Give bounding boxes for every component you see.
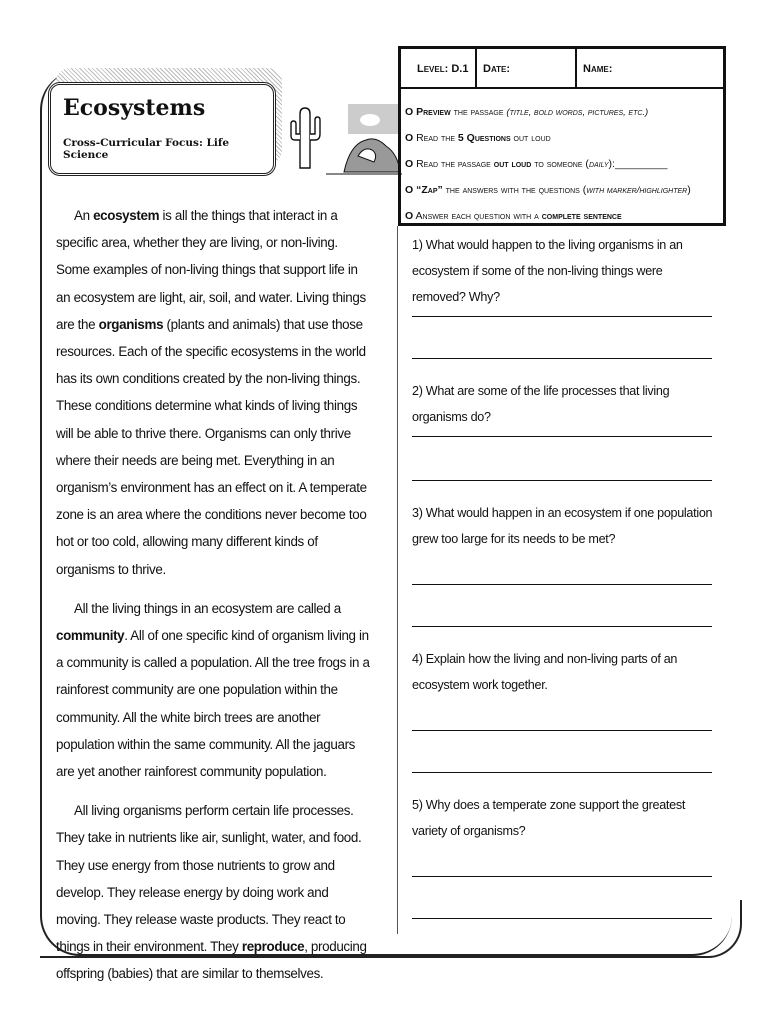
answer-line[interactable] (412, 772, 712, 773)
column-divider (397, 226, 398, 934)
info-header-row (401, 49, 723, 89)
page-title: Ecosystems (63, 95, 206, 121)
date-field[interactable]: Date: (477, 49, 577, 87)
question-5: 5) Why does a temperate zone support the greatest variety of organisms? (412, 798, 686, 838)
level-label: Level: D.1 (401, 49, 477, 87)
step-zap: O “Zap” the answers with the questions (with marker/highlighter) (405, 184, 691, 196)
step-read-questions: O Read the 5 Questions out loud (405, 132, 551, 144)
step-answer: O Answer each question with a complete sentence (405, 210, 622, 222)
answer-line[interactable] (412, 316, 712, 317)
answer-line[interactable] (412, 480, 712, 481)
answer-line[interactable] (412, 876, 712, 877)
info-box (398, 46, 726, 226)
question-1: 1) What would happen to the living organisms in an ecosystem if some of the non-living things were removed? Why? (412, 238, 683, 304)
instruction-steps (405, 99, 691, 229)
step-preview: O Preview the passage (title, bold words, pictures, etc.) (405, 106, 649, 118)
answer-line[interactable] (412, 358, 712, 359)
answer-line[interactable] (412, 584, 712, 585)
passage-paragraph-2: All the living things in an ecosystem are called a community. All of one specific kind of organism living in a community is called a population. All the tree frogs in a rainforest community are one population within the community. All the white birch trees are another population within the same community. All the jaguars are yet another rainforest community population. (56, 600, 370, 780)
question-4: 4) Explain how the living and non-living parts of an ecosystem work together. (412, 652, 678, 692)
question-3: 3) What would happen in an ecosystem if one population grew too large for its needs to be met? (412, 506, 713, 546)
desert-illustration (286, 96, 402, 176)
name-field[interactable]: Name: (583, 63, 613, 75)
answer-line[interactable] (412, 730, 712, 731)
title-box (48, 82, 276, 176)
answer-line[interactable] (412, 436, 712, 437)
passage-paragraph-1: An ecosystem is all the things that interact in a specific area, whether they are living, or non-living. Some examples of non-living things that support life in an ecosystem are light, air, soil, and water. Living things are the organisms (plants and animals) that use those resources. Each of the specific ecosystems in the world has its own conditions created by the non-living things. These conditions determine what kinds of living things will be able to thrive there. Organisms can only thrive where their needs are being met. Everything in an organism’s environment has an effect on it. A temperate zone is an area where the conditions never become too hot or too cold, allowing many different kinds of organisms to thrive. (56, 208, 367, 577)
passage-paragraph-3: All living organisms perform certain life processes. They take in nutrients like air, sunlight, water, and food. They use energy from those nutrients to grow and develop. They release energy by doing work and moving. They release waste products. They react to things in their environment. They reproduce, producing offspring (babies) that are similar to themselves. (56, 803, 367, 982)
cactus-icon (291, 108, 320, 168)
answer-line[interactable] (412, 626, 712, 627)
step-read-aloud: O Read the passage out loud to someone (daily):_________ (405, 158, 668, 170)
answer-line[interactable] (412, 918, 712, 919)
page-subtitle: Cross-Curricular Focus: Life Science (63, 137, 230, 161)
reading-passage (56, 202, 374, 1000)
question-2: 2) What are some of the life processes that living organisms do? (412, 384, 670, 424)
